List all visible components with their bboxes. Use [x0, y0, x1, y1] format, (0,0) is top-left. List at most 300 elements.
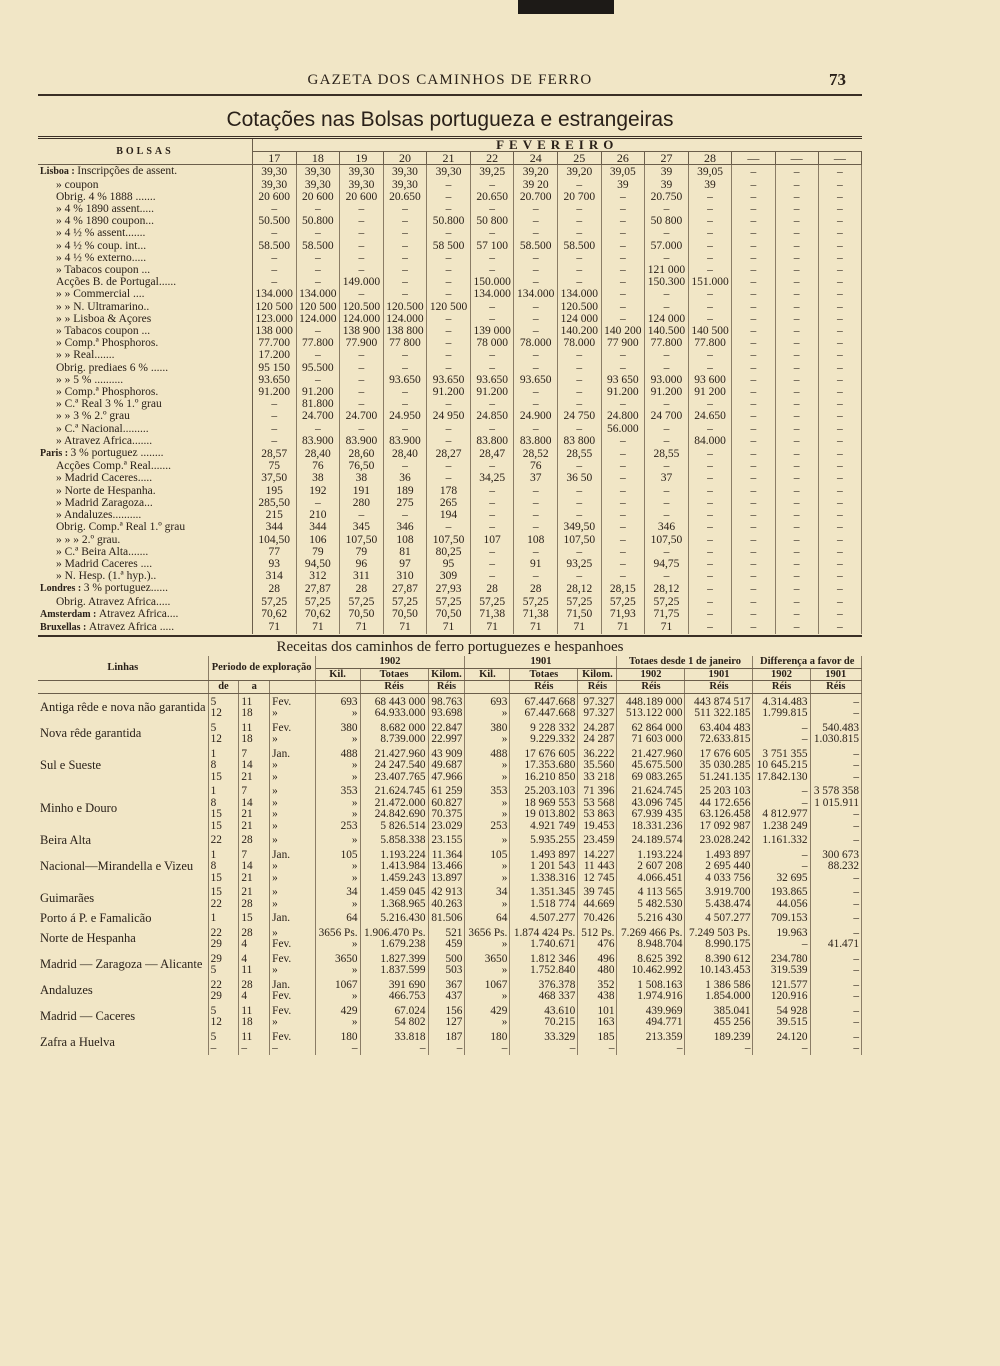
quote-value: 28,12 [558, 582, 602, 595]
quote-value: – [775, 165, 818, 179]
receita-value: – [810, 746, 861, 761]
receita-value: 67.939 435 [617, 809, 685, 821]
receita-value: 512 Ps. [578, 925, 617, 940]
quote-value: – [775, 423, 818, 435]
quote-value: 36 [383, 472, 427, 484]
quote-value: – [775, 621, 818, 634]
quote-value: – [732, 337, 775, 349]
receita-value: 511 322.185 [685, 708, 753, 720]
receita-value: » [270, 708, 315, 720]
receita-value: Jan. [270, 977, 315, 992]
receita-value: 15 [239, 910, 270, 925]
receita-value: » [465, 899, 510, 911]
security-name: » C.ª Beira Alta....... [56, 545, 149, 558]
receita-value: 4 [239, 951, 270, 966]
quote-value: – [775, 435, 818, 447]
receita-value: Fev. [270, 991, 315, 1003]
city-label: Bruxellas : [40, 621, 89, 633]
receita-value: 98.763 [428, 693, 465, 708]
quote-value: – [296, 374, 340, 386]
quote-value: – [601, 398, 645, 410]
quote-value: 93.000 [645, 374, 689, 386]
quote-value: 76 [296, 460, 340, 472]
quote-value: – [558, 423, 602, 435]
sub-header: 1901 [685, 668, 753, 681]
receita-value: » [465, 772, 510, 784]
receita-value: 1.740.671 [510, 939, 578, 951]
quote-value: – [818, 264, 861, 276]
quote-value: 95.500 [296, 362, 340, 374]
quote-value: – [470, 264, 514, 276]
quote-value: – [427, 252, 471, 264]
receita-value: 12 745 [578, 873, 617, 885]
receita-value: 69 083.265 [617, 772, 685, 784]
receita-value: 5.935.255 [510, 832, 578, 847]
receita-value: » [465, 939, 510, 951]
receita-value: 4.314.483 [753, 693, 810, 708]
quote-value: – [514, 485, 558, 497]
security-name: » 4 % 1890 assent..... [56, 203, 155, 216]
receita-value: – [753, 720, 810, 735]
security-name: » » N. Ultramarino.. [56, 300, 150, 313]
security-name: Obrig. Atravez Africa..... [56, 595, 171, 608]
receita-value: 18.331.236 [617, 821, 685, 833]
receita-value: 185 [578, 1029, 617, 1044]
quote-value: 123.000 [252, 313, 296, 325]
day-header: — [775, 152, 818, 165]
quote-label [38, 521, 252, 533]
quote-value: 28,57 [252, 447, 296, 460]
quote-value: – [732, 276, 775, 288]
quote-value: 28 [514, 582, 558, 595]
receita-value: 1.827.399 [360, 951, 428, 966]
receita-value: » [270, 772, 315, 784]
quote-value: 39,30 [296, 165, 340, 179]
receita-value: 17 676 605 [510, 746, 578, 761]
quote-value: 134.000 [296, 288, 340, 300]
quote-value: 70,50 [340, 608, 384, 621]
quote-value: 124.000 [296, 313, 340, 325]
quote-value: 311 [340, 570, 384, 582]
quote-value: – [732, 179, 775, 191]
receita-value: – [239, 1043, 270, 1055]
quote-value: – [296, 264, 340, 276]
receita-value: – [270, 1043, 315, 1055]
receita-value: 15 [208, 772, 239, 784]
quote-value: – [732, 215, 775, 227]
receita-value: Fev. [270, 1029, 315, 1044]
receita-value: 12 [208, 734, 239, 746]
receita-value: 253 [465, 821, 510, 833]
quote-value: 140.500 [645, 325, 689, 337]
quote-value: – [427, 276, 471, 288]
quote-value: 84.000 [688, 435, 732, 447]
receita-value: 4.921 749 [510, 821, 578, 833]
quote-value: – [383, 509, 427, 521]
quote-value: – [775, 203, 818, 215]
quote-value: – [775, 301, 818, 313]
quote-value: – [688, 215, 732, 227]
quote-value: 28,52 [514, 447, 558, 460]
quote-value: – [775, 497, 818, 509]
quote-value: – [732, 423, 775, 435]
quote-value: 191 [340, 485, 384, 497]
receita-value: 11.364 [428, 847, 465, 862]
quote-value: – [818, 423, 861, 435]
totais-header: Totaes desde 1 de janeiro [617, 656, 753, 668]
receita-value: 391 690 [360, 977, 428, 992]
receita-value: 11 [239, 720, 270, 735]
quote-value: – [688, 460, 732, 472]
quote-value: 93.650 [252, 374, 296, 386]
receita-value: 380 [465, 720, 510, 735]
quote-value: – [340, 215, 384, 227]
quote-label [38, 386, 252, 398]
quote-value: – [514, 264, 558, 276]
quote-value: – [383, 398, 427, 410]
quote-value: 39,05 [601, 165, 645, 179]
receita-value: 494.771 [617, 1017, 685, 1029]
quote-value: – [470, 301, 514, 313]
receita-value: – [810, 884, 861, 899]
quote-value: – [818, 570, 861, 582]
quote-value: 57.000 [645, 240, 689, 252]
day-header: 25 [558, 152, 602, 165]
periodo-header: Periodo de exploração [208, 656, 315, 681]
quote-value: 71 [601, 621, 645, 634]
receita-value: 67.024 [360, 1003, 428, 1018]
quote-value: – [645, 435, 689, 447]
quote-row [38, 435, 862, 447]
receita-value: 1 201 543 [510, 861, 578, 873]
quote-value: – [688, 546, 732, 558]
receita-value: – [810, 832, 861, 847]
quote-value: 140 200 [601, 325, 645, 337]
quote-value: – [558, 362, 602, 374]
quote-value: – [818, 621, 861, 634]
quote-label [38, 215, 252, 227]
receita-value: – [578, 1043, 617, 1055]
quote-value: 91.200 [427, 386, 471, 398]
reis-label: Réis [753, 681, 810, 694]
quote-value: 83.900 [340, 435, 384, 447]
quote-value: 38 [296, 472, 340, 484]
receita-value: 5 [208, 693, 239, 708]
quote-value: – [427, 460, 471, 472]
quote-value: – [383, 460, 427, 472]
receita-value: 24 247.540 [360, 760, 428, 772]
quote-value: – [688, 240, 732, 252]
quote-value: 312 [296, 570, 340, 582]
quote-label [38, 582, 252, 595]
receita-value: » [270, 873, 315, 885]
receita-value: 19.453 [578, 821, 617, 833]
quote-value: – [688, 362, 732, 374]
day-header: 17 [252, 152, 296, 165]
quote-value: 37 [514, 472, 558, 484]
receita-value: 1 [208, 746, 239, 761]
quote-value: 37 [645, 472, 689, 484]
receita-value: 1 [208, 783, 239, 798]
security-name: » coupon [56, 178, 99, 191]
quote-value: 107,50 [645, 534, 689, 546]
quote-value: – [383, 264, 427, 276]
quote-value: – [470, 362, 514, 374]
quote-value: – [252, 264, 296, 276]
quote-value: – [470, 546, 514, 558]
receita-value: 29 [208, 991, 239, 1003]
quote-value: – [514, 252, 558, 264]
receita-value: » [270, 783, 315, 798]
receita-value: – [810, 910, 861, 925]
receita-value: 14 [239, 798, 270, 810]
quote-value: – [818, 325, 861, 337]
quote-value: – [383, 240, 427, 252]
receita-row [38, 1003, 862, 1018]
quote-value: – [775, 179, 818, 191]
receita-value: 21.472.000 [360, 798, 428, 810]
receita-value: – [810, 809, 861, 821]
quote-value: – [688, 570, 732, 582]
quote-value: – [427, 264, 471, 276]
quote-label [38, 203, 252, 215]
receita-row [38, 693, 862, 708]
quote-value: 120.500 [558, 301, 602, 313]
de-label: de [208, 681, 239, 694]
quote-value: – [645, 423, 689, 435]
quote-label [38, 435, 252, 447]
quote-value: 39,30 [296, 179, 340, 191]
page [38, 70, 862, 1055]
receita-value: 53 863 [578, 809, 617, 821]
receita-value: 45.675.500 [617, 760, 685, 772]
quote-value: 58.500 [296, 240, 340, 252]
receita-value: Fev. [270, 1003, 315, 1018]
quote-value: – [252, 423, 296, 435]
receita-value: 8 [208, 798, 239, 810]
quote-value: – [296, 325, 340, 337]
quote-value: 57,25 [645, 596, 689, 608]
quote-value: – [601, 460, 645, 472]
quote-value: – [732, 497, 775, 509]
receita-value: 7.249 503 Ps. [685, 925, 753, 940]
receita-value: 62 864 000 [617, 720, 685, 735]
receita-value: 67.447.668 [510, 693, 578, 708]
quote-value: 91.200 [252, 386, 296, 398]
quote-value: – [732, 460, 775, 472]
quote-value: – [558, 252, 602, 264]
receita-value: 7 [239, 746, 270, 761]
quote-value: 71,50 [558, 608, 602, 621]
receita-value: 40.263 [428, 899, 465, 911]
receita-value: 503 [428, 965, 465, 977]
sub-header: Kil. [465, 668, 510, 681]
receita-value: – [810, 1017, 861, 1029]
quote-value: – [688, 558, 732, 570]
quote-value: – [732, 472, 775, 484]
receita-value: 14 [239, 760, 270, 772]
quote-value: 71 [340, 621, 384, 634]
quote-value: – [558, 203, 602, 215]
quote-value: – [514, 227, 558, 239]
quote-value: – [296, 276, 340, 288]
quote-value: 58.500 [514, 240, 558, 252]
receita-value: 71 603 000 [617, 734, 685, 746]
quote-value: 106 [296, 534, 340, 546]
quote-value: 93.650 [514, 374, 558, 386]
receita-value: 18 [239, 734, 270, 746]
quote-value: – [601, 509, 645, 521]
quote-value: – [558, 546, 602, 558]
quote-value: – [427, 203, 471, 215]
quote-value: – [601, 240, 645, 252]
receita-value: » [270, 925, 315, 940]
security-name: » Madrid Caceres .... [56, 557, 153, 570]
quote-label [38, 423, 252, 435]
quote-row [38, 596, 862, 608]
quote-value: 78.000 [558, 337, 602, 349]
quote-label [38, 509, 252, 521]
quote-value: 36 50 [558, 472, 602, 484]
sub-header: Kilom. [578, 668, 617, 681]
quote-value: – [688, 596, 732, 608]
quote-value: 28,12 [645, 582, 689, 595]
quote-value: 39,20 [558, 165, 602, 179]
quote-value: – [427, 191, 471, 203]
security-name: » Tabacos coupon ... [56, 264, 151, 277]
reis-label [465, 681, 510, 694]
quote-value: – [775, 398, 818, 410]
quote-value: 28,47 [470, 447, 514, 460]
quote-value: – [732, 570, 775, 582]
quote-value: – [818, 608, 861, 621]
receita-row [38, 884, 862, 899]
quote-value: – [514, 203, 558, 215]
receita-value: 81.506 [428, 910, 465, 925]
receita-value: » [465, 798, 510, 810]
quote-value: 121 000 [645, 264, 689, 276]
quote-row [38, 288, 862, 300]
receita-value: – [315, 1043, 360, 1055]
quote-value: 215 [252, 509, 296, 521]
receita-value: – [753, 1043, 810, 1055]
quote-value: – [818, 582, 861, 595]
quote-value: – [818, 240, 861, 252]
day-header: 18 [296, 152, 340, 165]
quote-value: – [775, 472, 818, 484]
receita-value: Fev. [270, 939, 315, 951]
quote-value: – [818, 435, 861, 447]
line-name: Norte de Hespanha [38, 925, 208, 951]
quote-value: 20.700 [514, 191, 558, 203]
quote-value: – [818, 313, 861, 325]
quote-value: – [818, 301, 861, 313]
receita-value: – [753, 861, 810, 873]
quote-label [38, 227, 252, 239]
quote-value: 57,25 [383, 596, 427, 608]
quote-value: – [252, 203, 296, 215]
quote-value: – [470, 497, 514, 509]
quote-value: 39,20 [514, 165, 558, 179]
quote-value: 134.000 [558, 288, 602, 300]
quote-value: 76,50 [340, 460, 384, 472]
quote-value: – [514, 423, 558, 435]
quote-value: 76 [514, 460, 558, 472]
quote-value: – [383, 215, 427, 227]
receita-value: 1.812 346 [510, 951, 578, 966]
receita-value: 540.483 [810, 720, 861, 735]
city-label: Londres : [40, 583, 84, 595]
receita-value: – [753, 939, 810, 951]
quote-value: 151.000 [688, 276, 732, 288]
quote-value: – [645, 227, 689, 239]
receita-value: 34 [315, 884, 360, 899]
quote-value: – [558, 215, 602, 227]
quote-value: – [514, 386, 558, 398]
receita-value: 44 172.656 [685, 798, 753, 810]
receita-value: 15 [208, 809, 239, 821]
receita-value: 4 812.977 [753, 809, 810, 821]
quote-value: – [818, 288, 861, 300]
receita-value: 120.916 [753, 991, 810, 1003]
receita-value: 5.858.338 [360, 832, 428, 847]
receita-value: 54 928 [753, 1003, 810, 1018]
quote-value: 24.850 [470, 410, 514, 422]
receita-value: 476 [578, 939, 617, 951]
quote-value: – [688, 288, 732, 300]
quote-value: – [775, 374, 818, 386]
quote-value: – [252, 276, 296, 288]
quote-value: 71,38 [470, 608, 514, 621]
quote-label [38, 447, 252, 460]
a-label: a [239, 681, 270, 694]
quote-value: 71 [645, 621, 689, 634]
quote-row [38, 313, 862, 325]
receita-value: 455 256 [685, 1017, 753, 1029]
receita-value: » [315, 991, 360, 1003]
quote-value: – [688, 349, 732, 361]
receita-value: 466.753 [360, 991, 428, 1003]
receita-value: 5.216.430 [360, 910, 428, 925]
receita-value: 8.625 392 [617, 951, 685, 966]
receita-value: 22 [208, 899, 239, 911]
receita-value: 437 [428, 991, 465, 1003]
quote-value: 189 [383, 485, 427, 497]
receita-value: 488 [465, 746, 510, 761]
quote-row [38, 165, 862, 179]
receita-value: 156 [428, 1003, 465, 1018]
quote-value: – [732, 435, 775, 447]
city-label: Amsterdam : [40, 608, 99, 620]
quote-value: 134.000 [514, 288, 558, 300]
receita-value: 459 [428, 939, 465, 951]
quote-value: – [340, 227, 384, 239]
quote-label [38, 485, 252, 497]
quote-value: – [818, 460, 861, 472]
receita-value: » [315, 760, 360, 772]
receita-value: 24.842.690 [360, 809, 428, 821]
receita-value: 8.990.175 [685, 939, 753, 951]
quote-value: – [732, 596, 775, 608]
quote-row [38, 570, 862, 582]
quote-value: – [645, 497, 689, 509]
quote-value: – [558, 509, 602, 521]
receita-value: 22.847 [428, 720, 465, 735]
receita-value: 709.153 [753, 910, 810, 925]
quote-value: – [818, 276, 861, 288]
receita-value: 2 607 208 [617, 861, 685, 873]
line-name: Nova rêde garantida [38, 720, 208, 746]
